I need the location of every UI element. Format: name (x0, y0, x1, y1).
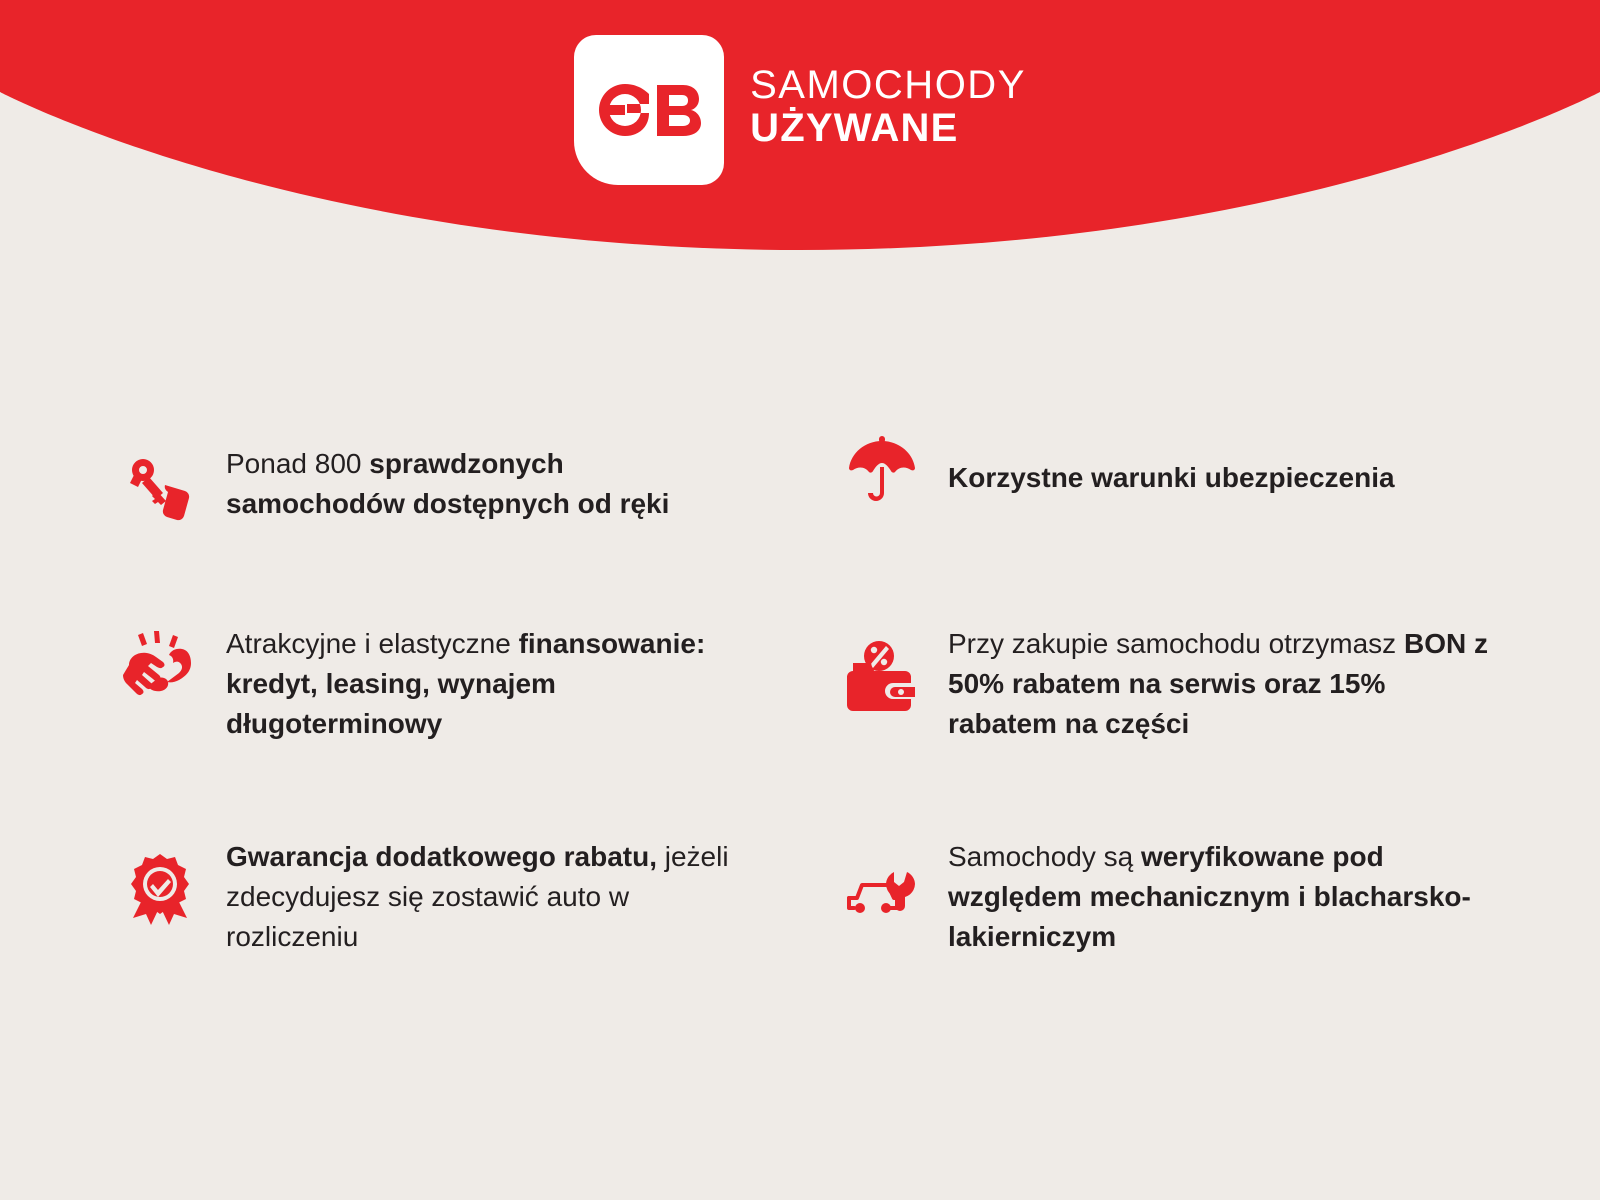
umbrella-icon (842, 432, 922, 512)
feature-text (226, 620, 766, 743)
feature-text-plain: Atrakcyjne i elastyczne (226, 628, 519, 659)
feature-text-bold: sprawdzonych samochodów dostępnych od ręki (226, 448, 670, 519)
brand-text (750, 64, 1026, 156)
feature-text-bold: finansowanie: kredyt, leasing, wynajem długoterminowy (226, 628, 706, 739)
wallet-discount-icon (842, 636, 922, 716)
gb-logo-glyph (595, 79, 703, 141)
feature-text-plain: jeżeli zdecydujesz się zostawić auto w rozliczeniu (226, 841, 729, 952)
feature-item (820, 620, 1520, 743)
features-grid (120, 440, 1520, 957)
feature-text-bold: Gwarancja dodatkowego rabatu, (226, 841, 657, 873)
feature-text-bold: Korzystne warunki ubezpieczenia (948, 462, 1395, 493)
feature-text-plain: Samochody są (948, 841, 1141, 873)
feature-item (820, 833, 1520, 956)
feature-text-bold: weryfikowane pod względem mechanicznym i blacharsko-lakierniczym (948, 841, 1471, 952)
gb-logo-icon (574, 35, 724, 185)
feature-item (120, 833, 820, 956)
feature-text-plain: Ponad 800 (226, 448, 370, 479)
car-keys-icon (120, 450, 200, 530)
quality-badge-icon (120, 851, 200, 931)
feature-text (226, 833, 766, 956)
feature-item (820, 440, 1520, 530)
brand-lockup (0, 30, 1600, 190)
handshake-icon (120, 628, 200, 708)
brand-line-1: SAMOCHODY (750, 62, 1026, 107)
header-banner (0, 0, 1600, 250)
feature-item (120, 620, 820, 743)
feature-text (948, 620, 1488, 743)
feature-text-plain: Przy zakupie samochodu otrzymasz (948, 628, 1404, 659)
feature-text (948, 833, 1488, 956)
feature-text (948, 440, 1395, 498)
feature-text-bold: BON z 50% rabatem na serwis oraz 15% rabatem na części (948, 628, 1488, 739)
feature-text (226, 440, 746, 524)
brand-line-2: UŻYWANE (750, 106, 959, 150)
feature-item (120, 440, 820, 530)
car-service-icon (842, 849, 922, 929)
